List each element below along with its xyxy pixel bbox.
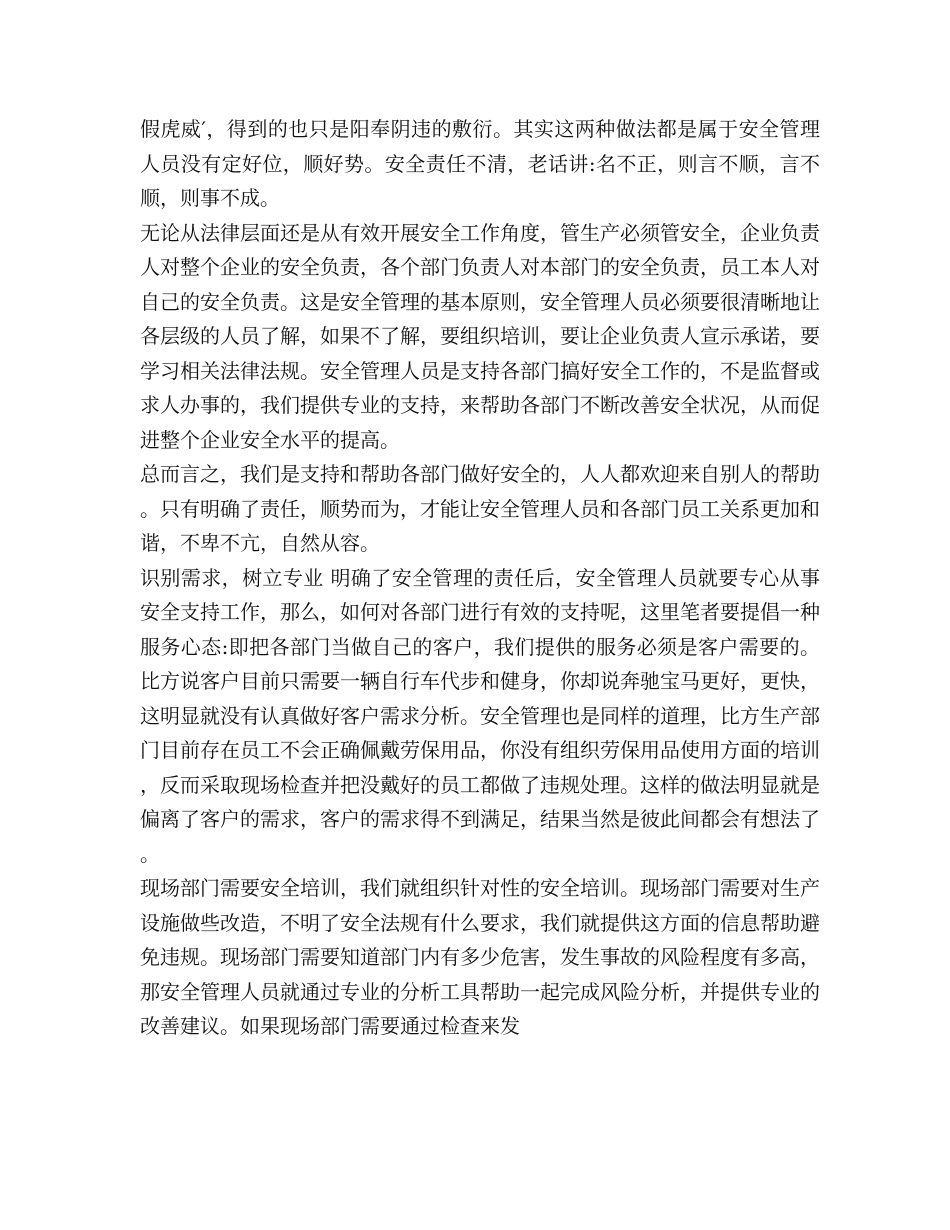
document-body [140, 112, 820, 1044]
paragraph-4: 识别需求，树立专业 明确了安全管理的责任后，安全管理人员就要专心从事安全支持工作，那么，如何对各部门进行有效的支持呢，这里笔者要提倡一种服务心态:即把各部门当做自己的客户，我们提供的服务必须是客户需要的。比方说客户目前只需要一辆自行车代步和健身，你却说奔驰宝马更好，更快，这明显就没有认真做好客户需求分析。安全管理也是同样的道理，比方生产部门目前存在员工不会正确佩戴劳保用品，你没有组织劳保用品使用方面的培训，反而采取现场检查并把没戴好的员工都做了违规处理。这样的做法明显就是偏离了客户的需求，客户的需求得不到满足，结果当然是彼此间都会有想法了。 [140, 565, 820, 866]
paragraph-2: 无论从法律层面还是从有效开展安全工作角度，管生产必须管安全，企业负责人对整个企业的安全负责，各个部门负责人对本部门的安全负责，员工本人对自己的安全负责。这是安全管理的基本原则，安全管理人员必须要很清晰地让各层级的人员了解，如果不了解，要组织培训，要让企业负责人宣示承诺，要学习相关法律法规。安全管理人员是支持各部门搞好安全工作的，不是监督或求人办事的，我们提供专业的支持，来帮助各部门不断改善安全状况，从而促进整个企业安全水平的提高。 [140, 220, 820, 452]
paragraph-1: 假虎威′，得到的也只是阳奉阴违的敷衍。其实这两种做法都是属于安全管理人员没有定好位，顺好势。安全责任不清，老话讲:名不正，则言不顺，言不顺，则事不成。 [140, 117, 820, 210]
paragraph-3: 总而言之，我们是支持和帮助各部门做好安全的，人人都欢迎来自别人的帮助。只有明确了责任，顺势而为，才能让安全管理人员和各部门员工关系更加和谐，不卑不亢，自然从容。 [140, 462, 820, 555]
paragraph-5: 现场部门需要安全培训，我们就组织针对性的安全培训。现场部门需要对生产设施做些改造，不明了安全法规有什么要求，我们就提供这方面的信息帮助避免违规。现场部门需要知道部门内有多少危害，发生事故的风险程度有多高，那安全管理人员就通过专业的分析工具帮助一起完成风险分析，并提供专业的改善建议。如果现场部门需要通过检查来发 [140, 876, 820, 1038]
